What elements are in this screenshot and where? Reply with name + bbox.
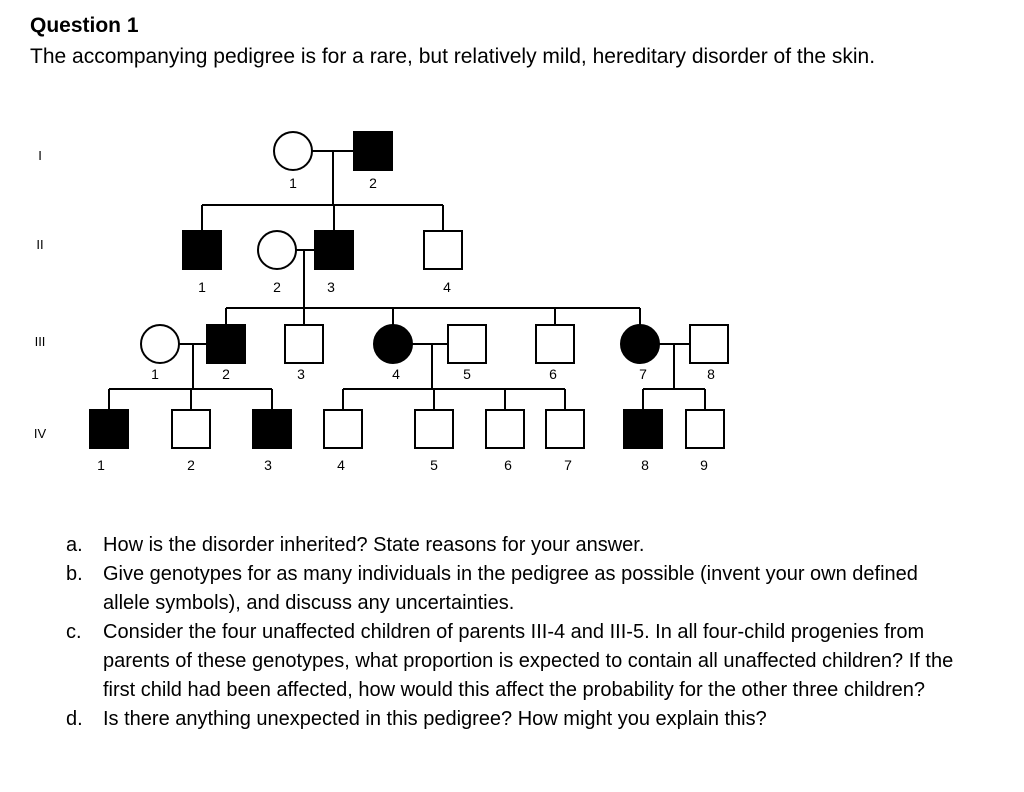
individual-number: 4 <box>392 366 400 382</box>
question-letter: a. <box>66 534 83 556</box>
generation-label: II <box>36 237 44 252</box>
affected-male-square <box>253 410 291 448</box>
question-title: Question 1 <box>30 14 139 37</box>
unaffected-female-circle <box>258 231 296 269</box>
pedigree-symbols <box>90 132 728 448</box>
individual-number: 3 <box>327 279 335 295</box>
unaffected-male-square <box>686 410 724 448</box>
affected-male-square <box>207 325 245 363</box>
unaffected-male-square <box>690 325 728 363</box>
question-text: How is the disorder inherited? State reasons for your answer. <box>103 534 645 556</box>
individual-number: 7 <box>639 366 647 382</box>
question-intro: The accompanying pedigree is for a rare, but relatively mild, hereditary disorder of the skin. <box>30 45 876 68</box>
question-text: Give genotypes for as many individuals in the pedigree as possible (invent your own defined allele symbols), and discuss any uncertainties. <box>103 563 918 614</box>
unaffected-male-square <box>285 325 323 363</box>
individual-number: 1 <box>198 279 206 295</box>
question-item <box>66 531 966 560</box>
unaffected-male-square <box>415 410 453 448</box>
affected-male-square <box>183 231 221 269</box>
individual-number: 1 <box>289 175 297 191</box>
generation-label: III <box>34 334 46 349</box>
affected-female-circle <box>374 325 412 363</box>
individual-number: 9 <box>700 457 708 473</box>
unaffected-male-square <box>324 410 362 448</box>
unaffected-female-circle <box>274 132 312 170</box>
question-item <box>66 560 966 618</box>
affected-female-circle <box>621 325 659 363</box>
generation-label: I <box>38 148 42 163</box>
affected-male-square <box>624 410 662 448</box>
unaffected-female-circle <box>141 325 179 363</box>
unaffected-male-square <box>448 325 486 363</box>
question-item <box>66 618 966 705</box>
affected-male-square <box>354 132 392 170</box>
individual-number: 6 <box>504 457 512 473</box>
unaffected-male-square <box>536 325 574 363</box>
individual-number: 4 <box>337 457 345 473</box>
individual-number: 2 <box>369 175 377 191</box>
individual-number: 8 <box>641 457 649 473</box>
question-text: Consider the four unaffected children of parents III-4 and III-5. In all four-child progenies from parents of these genotypes, what proportion is expected to contain all unaffected children? If the first child had been affected, how would this affect the probability for the other three children? <box>103 621 954 701</box>
affected-male-square <box>90 410 128 448</box>
individual-number: 1 <box>151 366 159 382</box>
individual-number: 3 <box>264 457 272 473</box>
unaffected-male-square <box>424 231 462 269</box>
individual-number: 6 <box>549 366 557 382</box>
individual-number: 8 <box>707 366 715 382</box>
generation-label: IV <box>33 426 47 441</box>
question-letter: c. <box>66 621 82 643</box>
individual-number: 5 <box>463 366 471 382</box>
individual-number: 1 <box>97 457 105 473</box>
individual-number: 4 <box>443 279 451 295</box>
unaffected-male-square <box>486 410 524 448</box>
individual-number: 7 <box>564 457 572 473</box>
individual-number: 2 <box>273 279 281 295</box>
individual-number: 2 <box>187 457 195 473</box>
question-text: Is there anything unexpected in this pedigree? How might you explain this? <box>103 708 767 730</box>
individual-number: 3 <box>297 366 305 382</box>
question-list <box>66 531 966 734</box>
generation-labels <box>34 148 47 441</box>
question-letter: b. <box>66 563 83 585</box>
question-item <box>66 705 966 734</box>
individual-number: 5 <box>430 457 438 473</box>
affected-male-square <box>315 231 353 269</box>
unaffected-male-square <box>172 410 210 448</box>
unaffected-male-square <box>546 410 584 448</box>
individual-number: 2 <box>222 366 230 382</box>
question-letter: d. <box>66 708 83 730</box>
